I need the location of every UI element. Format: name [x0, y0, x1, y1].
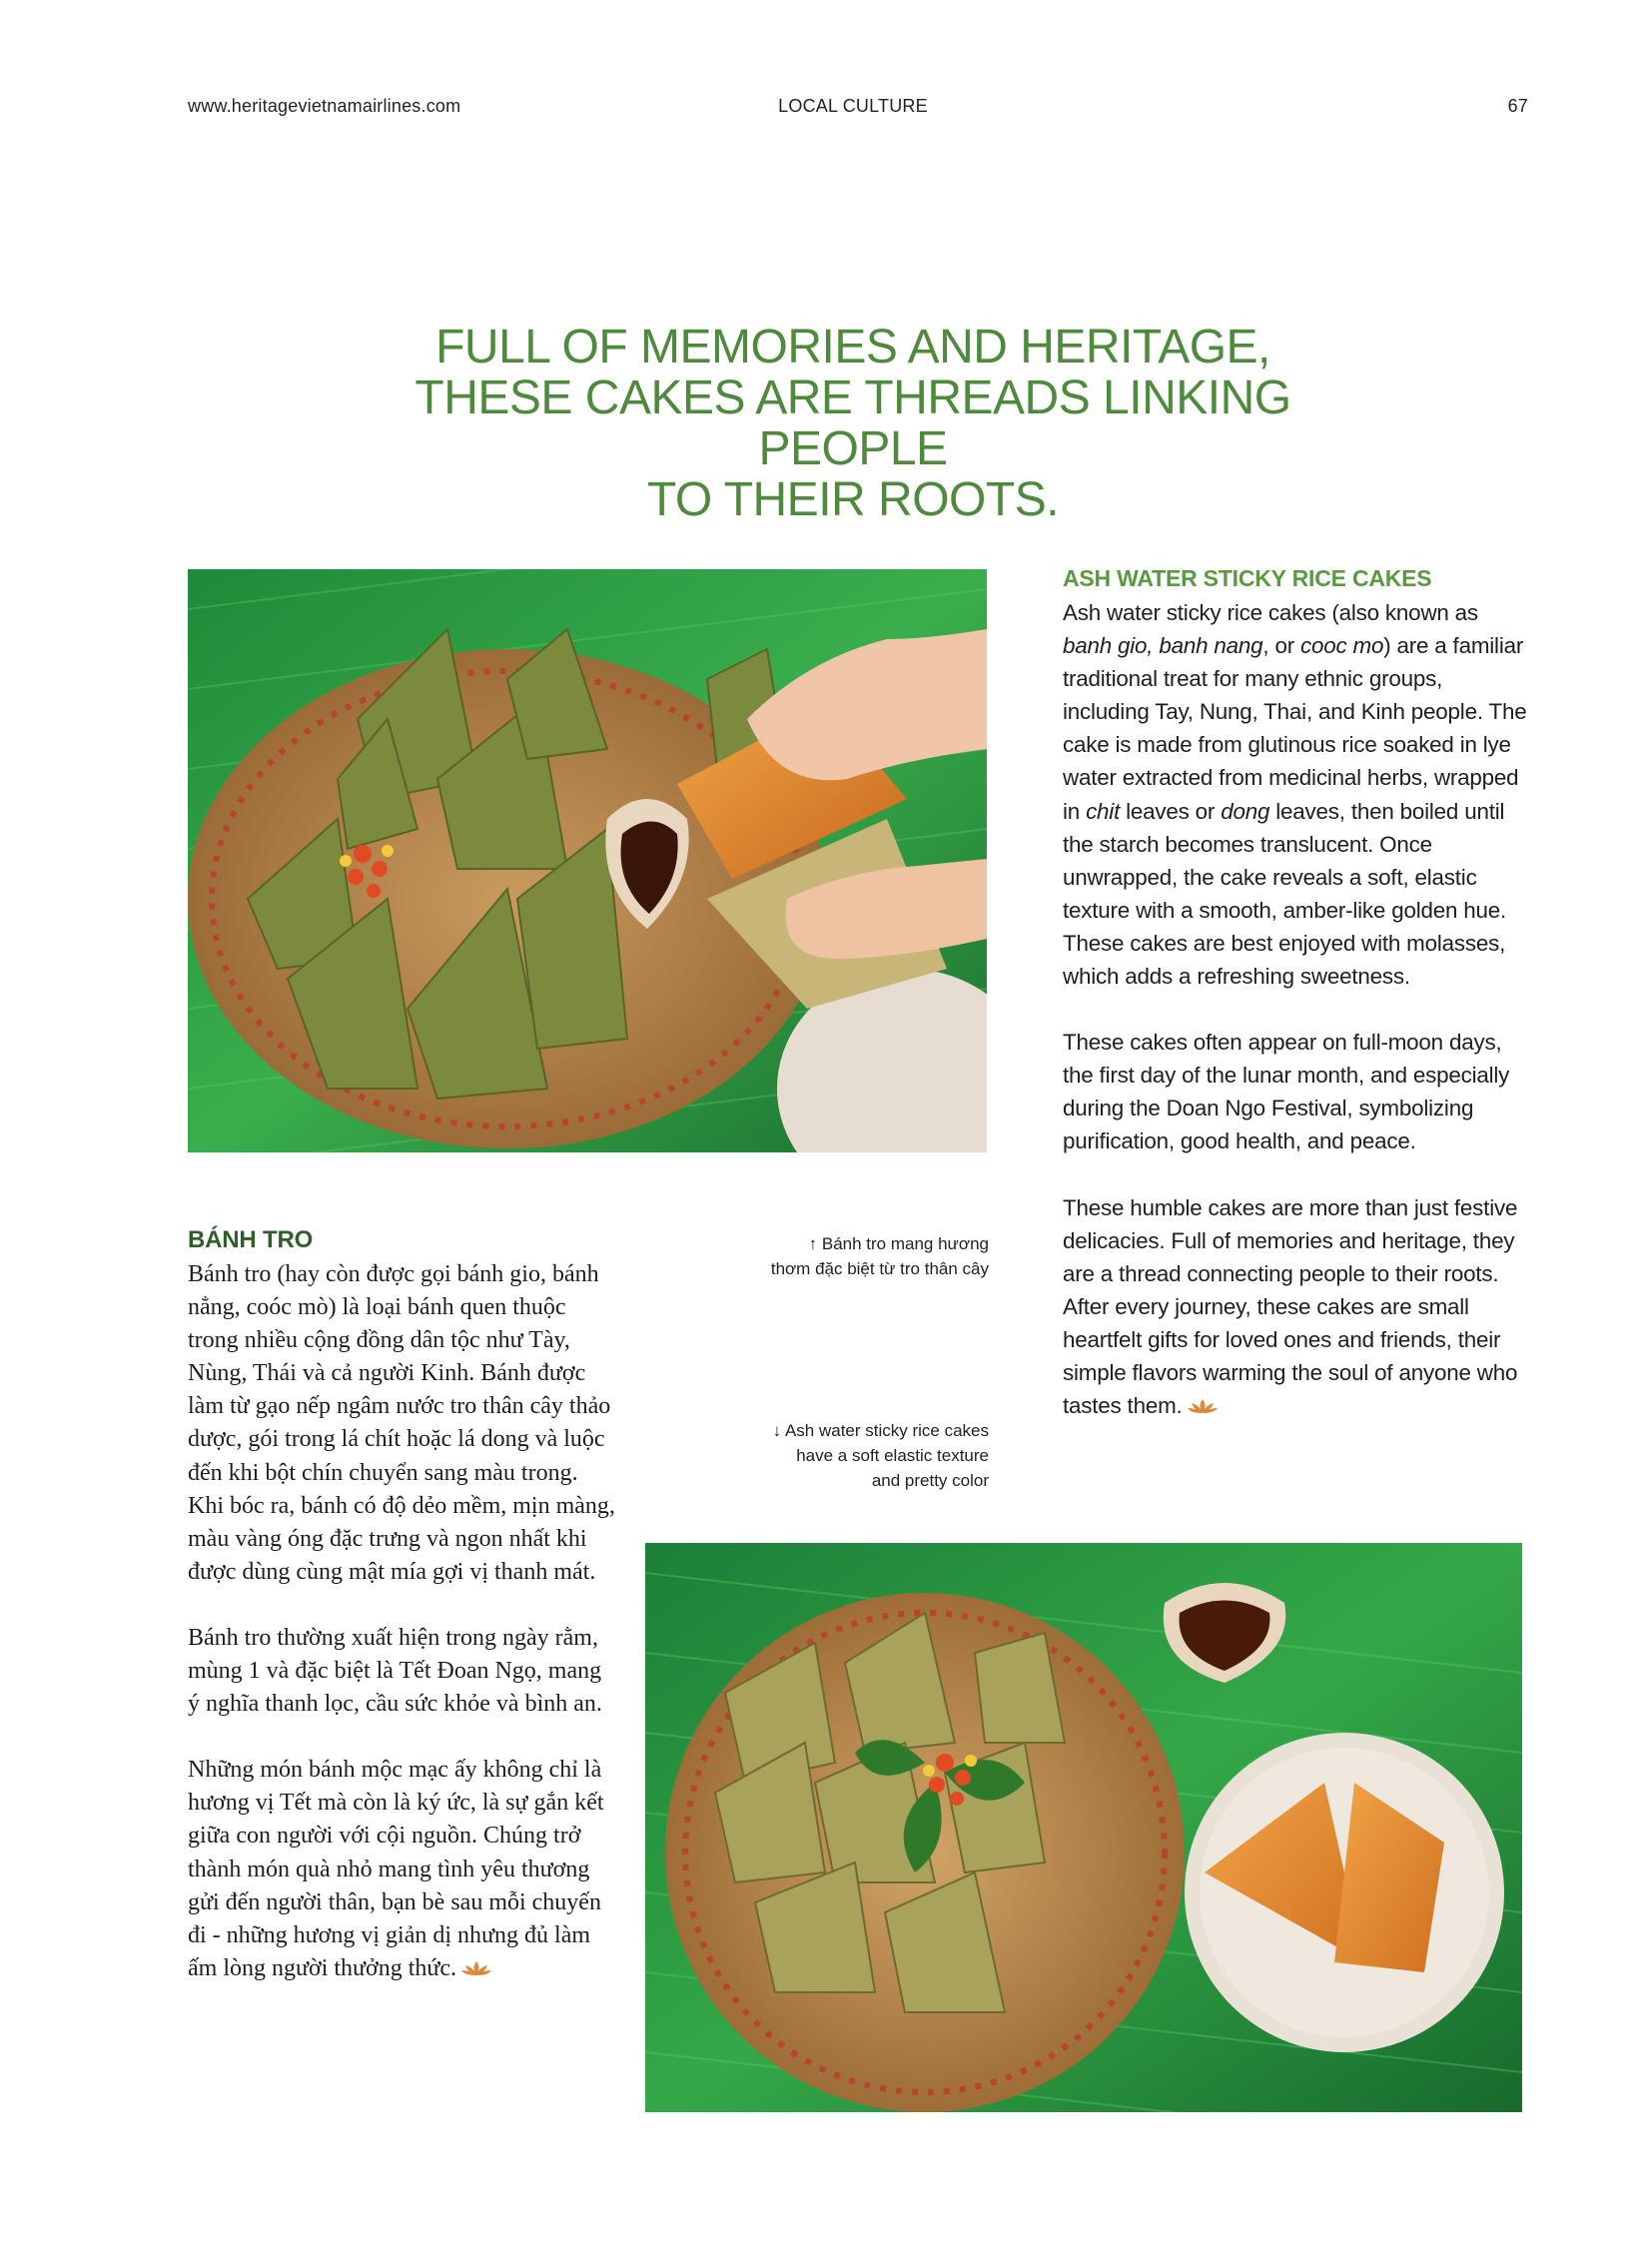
- article-vietnamese: [188, 1258, 619, 2018]
- photo-caption-english: ↓ Ash water sticky rice cakes have a soft elastic texture and pretty color: [772, 1421, 989, 1490]
- article-english: [1063, 596, 1530, 1455]
- website-url[interactable]: www.heritagevietnamairlines.com: [188, 96, 461, 116]
- photo-cakes-tray: [645, 1543, 1522, 2112]
- paragraph: These cakes often appear on full-moon days, the first day of the lunar month, and especially during the Doan Ngo Festival, symbolizing purification, good health, and peace.: [1063, 1030, 1510, 1154]
- photo-caption-vietnamese: ↑ Bánh tro mang hương thơm đặc biệt từ tro thân cây: [770, 1234, 989, 1278]
- paragraph: Bánh tro (hay còn được gọi bánh gio, bánh nẳng, coóc mò) là loại bánh quen thuộc trong nhiều cộng đồng dân tộc như Tày, Nùng, Thái và cả người Kinh. Bánh được làm từ gạo nếp ngâm nước tro thân cây thảo dược, gói trong lá chít hoặc lá dong và luộc đến khi bột chín chuyển sang màu trong. Khi bóc ra, bánh có độ dẻo mềm, mịn màng, màu vàng óng đặc trưng và ngon nhất khi được dùng cùng mật mía gợi vị thanh mát.: [188, 1261, 615, 1585]
- pull-quote-line: THESE CAKES ARE THREADS LINKING PEOPLE: [414, 372, 1291, 475]
- paragraph: These humble cakes are more than just festive delicacies. Full of memories and heritage, they are a thread connecting people to their roots. After every journey, these cakes are small heartfelt gifts for loved ones and friends, their simple flavors warming the soul of anyone who tastes them.: [1063, 1194, 1518, 1419]
- pull-quote-line: FULL OF MEMORIES AND HERITAGE,: [435, 321, 1270, 374]
- pull-quote: [340, 322, 1366, 525]
- page-number: 67: [1507, 96, 1528, 116]
- paragraph: Bánh tro thường xuất hiện trong ngày rằm, mùng 1 và đặc biệt là Tết Đoan Ngọ, mang ý nghĩa thanh lọc, cầu sức khỏe và bình an.: [188, 1624, 602, 1718]
- section-heading-english: ASH WATER STICKY RICE CAKES: [1063, 565, 1432, 591]
- section-heading-vietnamese: BÁNH TRO: [188, 1226, 314, 1253]
- photo-cakes-hand: [188, 569, 987, 1152]
- lotus-icon: [460, 1959, 492, 1977]
- pull-quote-line: TO THEIR ROOTS.: [646, 473, 1060, 526]
- paragraph: Những món bánh mộc mạc ấy không chỉ là hương vị Tết mà còn là ký ức, là sự gắn kết giữa con người với cội nguồn. Chúng trở thành món quà nhỏ mang tình yêu thương gửi đến người thân, bạn bè sau mỗi chuyến đi - những hương vị giản dị nhưng đủ làm ấm lòng người thưởng thức.: [188, 1757, 604, 1981]
- section-label: LOCAL CULTURE: [778, 96, 928, 116]
- paragraph: Ash water sticky rice cakes (also known as banh gio, banh nang, or cooc mo) are a familiar traditional treat for many ethnic groups, including Tay, Nung, Thai, and Kinh people. The cake is made from glutinous rice soaked in lye water extracted from medicinal herbs, wrapped in chit leaves or dong leaves, then boiled until the starch becomes translucent. Once unwrapped, the cake reveals a soft, elastic texture with a smooth, amber-like golden hue. These cakes are best enjoyed with molasses, which adds a refreshing sweetness.: [1063, 600, 1527, 990]
- lotus-icon: [1187, 1397, 1219, 1415]
